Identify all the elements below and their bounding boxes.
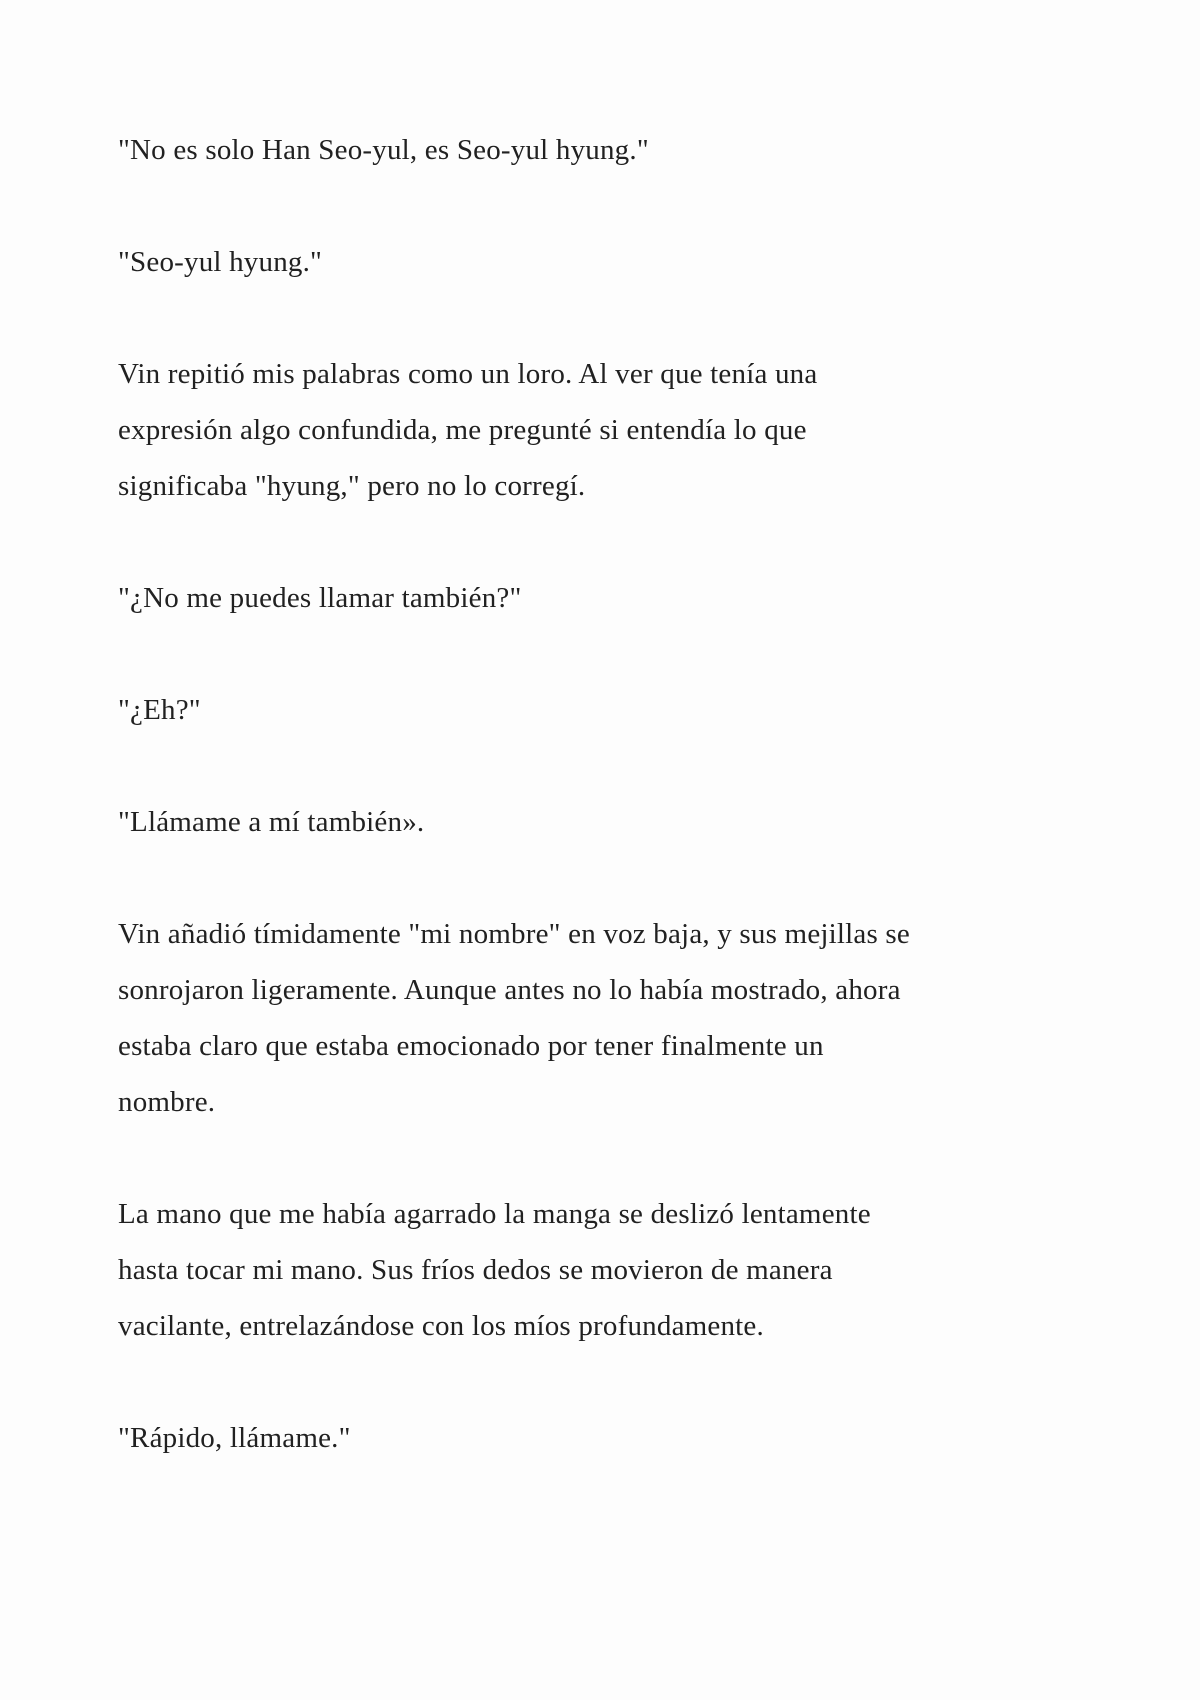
- paragraph-line: "Llámame a mí también».: [118, 806, 425, 838]
- paragraph-line: "Rápido, llámame.": [118, 1422, 351, 1454]
- paragraph-line: estaba claro que estaba emocionado por tener finalmente un: [118, 1030, 824, 1062]
- paragraph-narration-1: [118, 346, 1090, 514]
- paragraph-line: hasta tocar mi mano. Sus fríos dedos se movieron de manera: [118, 1254, 833, 1286]
- paragraph-line: vacilante, entrelazándose con los míos profundamente.: [118, 1310, 764, 1342]
- paragraph-line: Vin repitió mis palabras como un loro. Al ver que tenía una: [118, 358, 818, 390]
- paragraph-line: "Seo-yul hyung.": [118, 246, 323, 278]
- paragraph-dialogue-3: [118, 570, 1090, 626]
- paragraph-line: nombre.: [118, 1086, 216, 1118]
- paragraph-line: expresión algo confundida, me pregunté si entendía lo que: [118, 414, 807, 446]
- paragraph-dialogue-6: [118, 1410, 1090, 1466]
- paragraph-line: "¿Eh?": [118, 694, 201, 726]
- paragraph-line: sonrojaron ligeramente. Aunque antes no lo había mostrado, ahora: [118, 974, 901, 1006]
- paragraph-line: significaba "hyung," pero no lo corregí.: [118, 470, 586, 502]
- paragraph-line: Vin añadió tímidamente "mi nombre" en voz baja, y sus mejillas se: [118, 918, 910, 950]
- paragraph-line: "¿No me puedes llamar también?": [118, 582, 522, 614]
- paragraph-narration-3: [118, 1186, 1090, 1354]
- paragraph-line: "No es solo Han Seo-yul, es Seo-yul hyung.": [118, 134, 649, 166]
- paragraph-dialogue-2: [118, 234, 1090, 290]
- paragraph-dialogue-1: [118, 122, 1090, 178]
- paragraph-line: La mano que me había agarrado la manga se deslizó lentamente: [118, 1198, 871, 1230]
- paragraph-dialogue-5: [118, 794, 1090, 850]
- paragraph-dialogue-4: [118, 682, 1090, 738]
- paragraph-narration-2: [118, 906, 1090, 1130]
